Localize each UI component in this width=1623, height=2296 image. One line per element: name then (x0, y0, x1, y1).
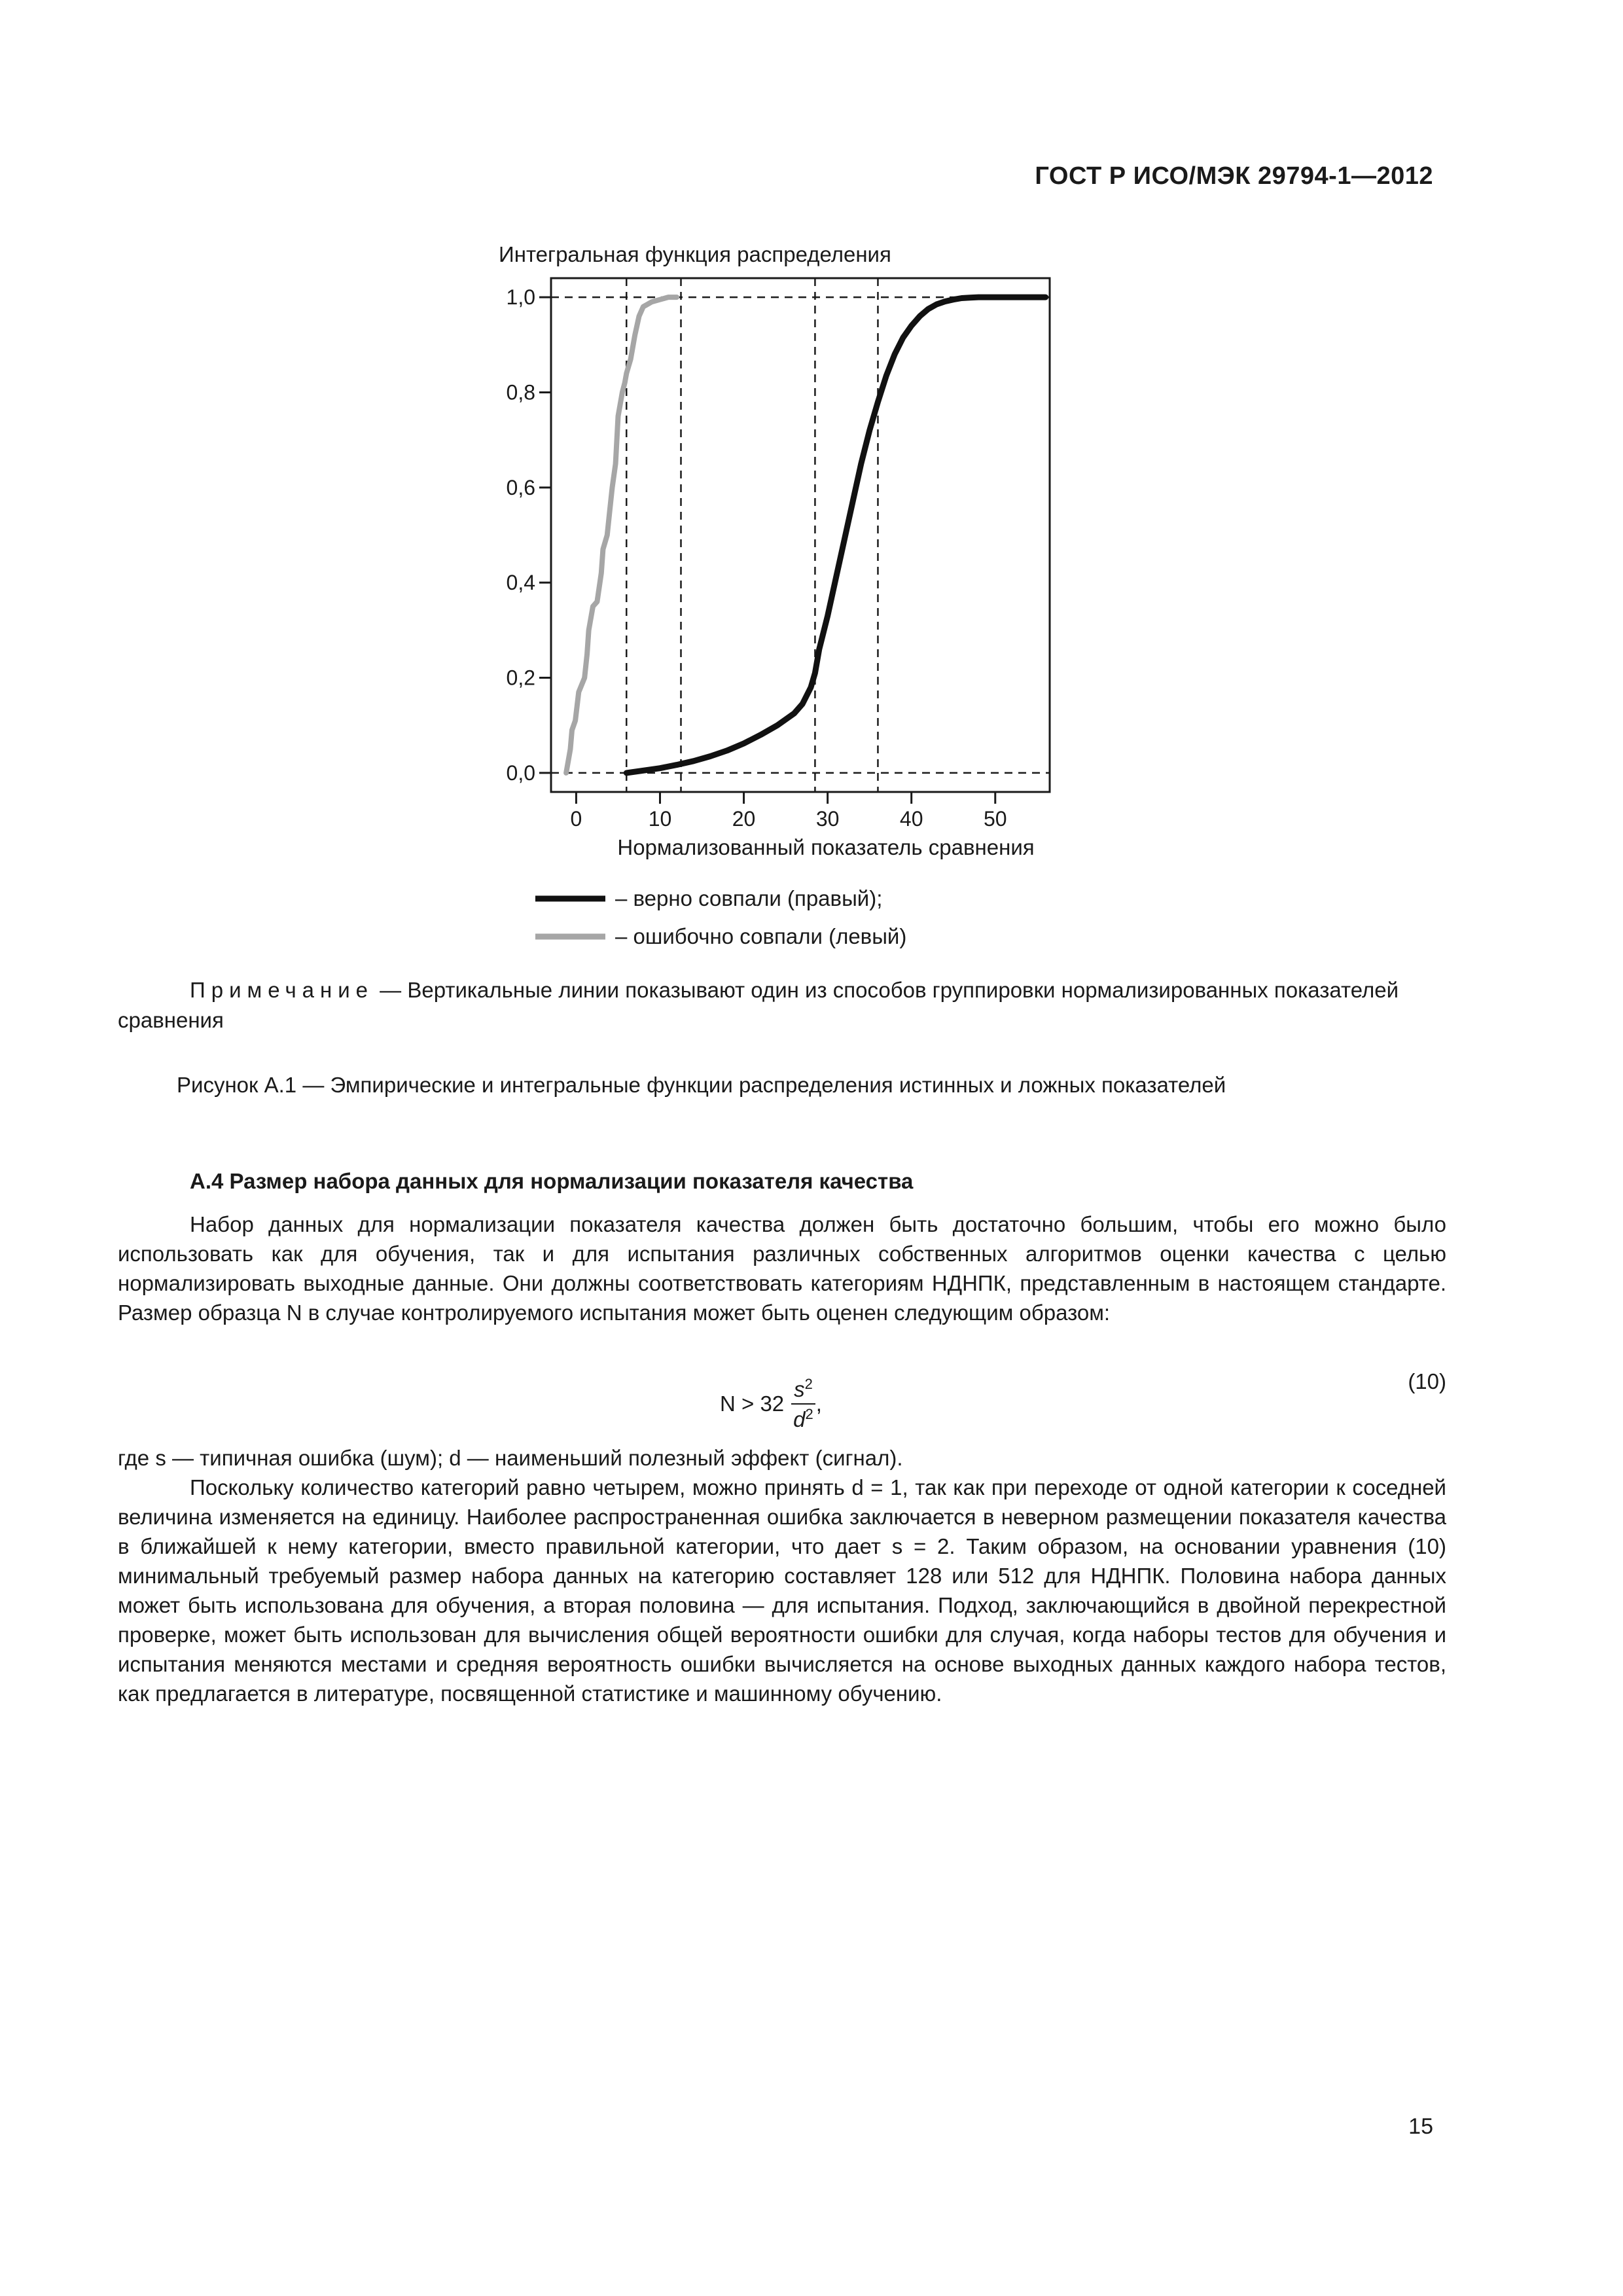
plot-frame (551, 278, 1050, 792)
y-tick-label: 0,2 (506, 666, 535, 690)
y-tick-label: 0,4 (506, 571, 535, 595)
formula-numerator: $s^2$ (791, 1376, 815, 1405)
equation-number: (10) (1408, 1369, 1446, 1393)
x-tick-label: 50 (983, 807, 1007, 831)
legend-label: – ошибочно совпали (левый) (615, 924, 907, 948)
where-line: где s — типичная ошибка (шум); d — наименьший полезный эффект (сигнал). (118, 1446, 903, 1470)
paragraph-2: Поскольку количество категорий равно четырем, можно принять d = 1, так как при переходе от одной категории к соседней величина изменяется на единицу. Наиболее распространенная ошибка заключается в неверном размещении показателя качества в ближайшей к нему категории, вместо правильной категории, что дает s = 2. Таким образом, на основании уравнения (10) минимальный требуемый размер набора данных на категорию составляет 128 или 512 для НДНПК. Половина набора данных может быть использована для обучения, а вторая половина — для испытания. Подход, заключающийся в двойной перекрестной проверке, может быть использован для вычисления общей вероятности ошибки для случая, когда наборы тестов для обучения и испытания меняются местами и средняя вероятность ошибки вычисляется на основе выходных данных каждого набора тестов, как предлагается в литературе, посвященной статистике и машинному обучению. (118, 1475, 1446, 1706)
series-lines (566, 297, 1046, 773)
y-tick-label: 0,0 (506, 761, 535, 785)
series-line-false-matches (566, 297, 677, 773)
figure-note (118, 975, 1446, 1035)
x-tick-label: 40 (899, 807, 923, 831)
document-id: ГОСТ Р ИСО/МЭК 29794-1—2012 (1035, 162, 1433, 190)
section-heading: А.4 Размер набора данных для нормализации показателя качества (190, 1169, 914, 1193)
formula-lhs: N > 32 (720, 1391, 785, 1416)
formula-fraction (791, 1376, 816, 1432)
page-number: 15 (1408, 2114, 1433, 2139)
note-label: Примечание (190, 978, 374, 1002)
formula-trailing: , (815, 1391, 822, 1416)
y-tick-label: 1,0 (506, 285, 535, 310)
axis-ticks (507, 285, 1007, 831)
x-tick-label: 20 (732, 807, 756, 831)
paragraph-1: Набор данных для нормализации показателя качества должен быть достаточно большим, чтобы его можно было использовать как для обучения, так и для испытания различных собственных алгоритмов оценки качества с целью нормализировать выходные данные. Они должны соответствовать категориям НДНПК, представленным в настоящем стандарте. Размер образца N в случае контролируемого испытания может быть оценен следующим образом: (118, 1212, 1446, 1325)
x-tick-label: 30 (815, 807, 840, 831)
y-tick-label: 0,6 (506, 475, 535, 499)
x-tick-label: 0 (570, 807, 582, 831)
series-line-true-matches (626, 297, 1045, 773)
figure-caption: Рисунок А.1 — Эмпирические и интегральные функции распределения истинных и ложных показателей (177, 1073, 1226, 1097)
formula-denominator: $d^2$ (793, 1406, 813, 1431)
formula (720, 1368, 822, 1440)
reference-lines (551, 278, 1050, 792)
note-text: — Вертикальные линии показывают один из способов группировки нормализированных показателей сравнения (118, 978, 1399, 1032)
legend-label: – верно совпали (правый); (615, 886, 883, 910)
cdf-chart (0, 0, 1623, 969)
x-tick-label: 10 (648, 807, 672, 831)
chart-title: Интегральная функция распределения (499, 242, 891, 266)
x-axis-label: Нормализованный показатель сравнения (617, 835, 1035, 859)
legend (535, 886, 906, 948)
y-tick-label: 0,8 (506, 380, 535, 404)
